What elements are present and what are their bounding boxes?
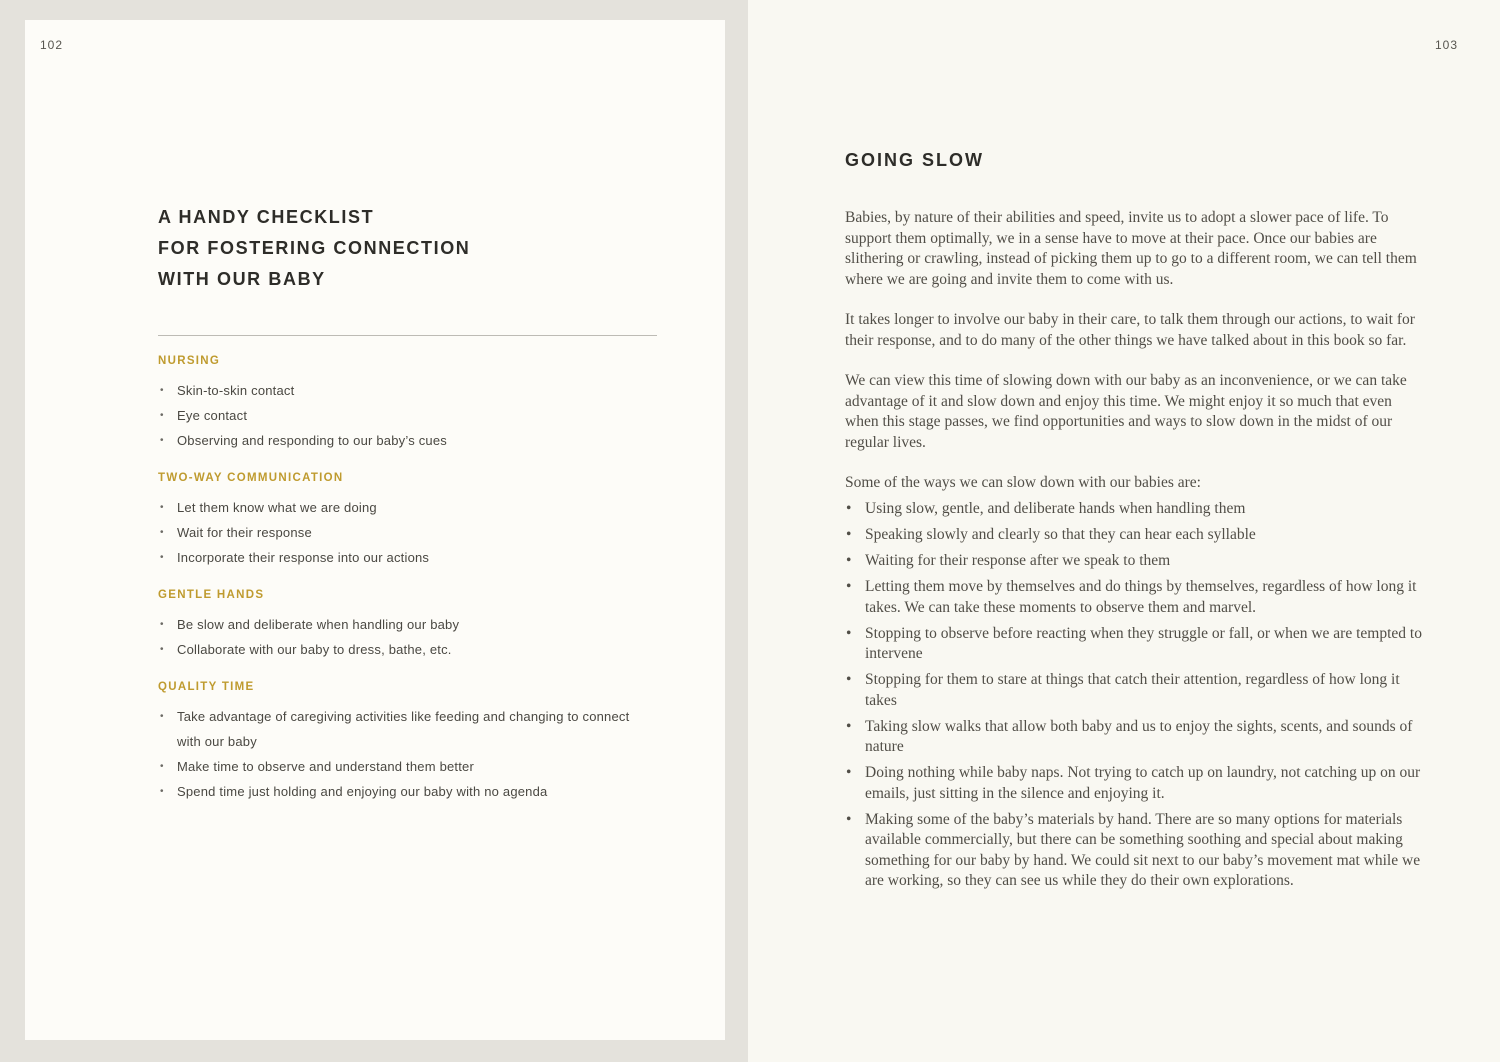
page-number-left: 102 xyxy=(40,38,64,52)
checklist-items xyxy=(158,495,657,570)
checklist-item: • Make time to observe and understand them better xyxy=(158,754,657,779)
checklist-item: • Observing and responding to our baby’s cues xyxy=(158,428,657,453)
list-item: • Stopping for them to stare at things that catch their attention, regardless of how long it takes xyxy=(845,670,1423,711)
list-item: • Using slow, gentle, and deliberate hands when handling them xyxy=(845,499,1423,520)
list-item: • Doing nothing while baby naps. Not trying to catch up on laundry, not catching up on our emails, just sitting in the silence and enjoying it. xyxy=(845,763,1423,804)
left-page xyxy=(25,20,725,1040)
checklist-title-line-1: A HANDY CHECKLIST xyxy=(158,207,375,227)
going-slow-section xyxy=(845,0,1423,892)
checklist-sections xyxy=(158,353,657,804)
list-item: • Making some of the baby’s materials by hand. There are so many options for materials available commercially, but there can be something soothing and special about making something for our baby by hand. We could sit next to our baby’s movement mat while we are working, so they can see us while they do their own explorations. xyxy=(845,810,1423,892)
section-heading: GOING SLOW xyxy=(845,150,984,170)
checklist-item: • Wait for their response xyxy=(158,520,657,545)
checklist-section-heading: TWO-WAY COMMUNICATION xyxy=(158,472,344,484)
body-paragraph: It takes longer to involve our baby in their care, to talk them through our actions, to wait for their response, and to do many of the other things we have talked about in this book so far. xyxy=(845,311,1415,349)
checklist-items xyxy=(158,612,657,662)
checklist-section xyxy=(158,587,657,662)
checklist-item: • Let them know what we are doing xyxy=(158,495,657,520)
checklist-section-heading: QUALITY TIME xyxy=(158,681,255,693)
checklist-items xyxy=(158,378,657,453)
checklist-title xyxy=(158,202,657,295)
body-paragraph: We can view this time of slowing down with our baby as an inconvenience, or we can take advantage of it and slow down and enjoy this time. We might enjoy it so much that even when this stage passes, we find opportunities and ways to slow down in the midst of our regular lives. xyxy=(845,372,1407,451)
body-paragraphs xyxy=(845,208,1423,453)
slow-down-list xyxy=(845,499,1423,892)
list-item: • Waiting for their response after we speak to them xyxy=(845,551,1423,572)
list-item: • Speaking slowly and clearly so that they can hear each syllable xyxy=(845,525,1423,546)
checklist-item: • Collaborate with our baby to dress, bathe, etc. xyxy=(158,637,657,662)
list-item: • Letting them move by themselves and do things by themselves, regardless of how long it takes. We can take these moments to observe them and marvel. xyxy=(845,577,1423,618)
divider-rule xyxy=(158,335,657,336)
checklist-section xyxy=(158,679,657,804)
checklist-section-heading: GENTLE HANDS xyxy=(158,589,265,601)
checklist-title-line-2: FOR FOSTERING CONNECTION xyxy=(158,238,471,258)
checklist-section-heading: NURSING xyxy=(158,355,221,367)
checklist-item: • Skin-to-skin contact xyxy=(158,378,657,403)
list-item: • Stopping to observe before reacting when they struggle or fall, or when we are tempted to intervene xyxy=(845,624,1423,665)
checklist-title-line-3: WITH OUR BABY xyxy=(158,269,326,289)
body-paragraph: Babies, by nature of their abilities and speed, invite us to adopt a slower pace of life. To support them optimally, we in a sense have to move at their pace. Once our babies are slithering or crawling, instead of picking them up to go to a different room, we can tell them where we are going and invite them to come with us. xyxy=(845,209,1417,288)
checklist-item: • Incorporate their response into our actions xyxy=(158,545,657,570)
checklist-section xyxy=(158,470,657,570)
checklist-section xyxy=(158,353,657,453)
right-page xyxy=(748,0,1500,1062)
checklist-items xyxy=(158,704,657,804)
checklist-item: • Take advantage of caregiving activities like feeding and changing to connect with our baby xyxy=(158,704,657,754)
page-number-right: 103 xyxy=(1434,38,1458,52)
list-item: • Taking slow walks that allow both baby and us to enjoy the sights, scents, and sounds of nature xyxy=(845,717,1423,758)
checklist-item: • Eye contact xyxy=(158,403,657,428)
checklist xyxy=(158,20,657,804)
checklist-item: • Spend time just holding and enjoying our baby with no agenda xyxy=(158,779,657,804)
checklist-item: • Be slow and deliberate when handling our baby xyxy=(158,612,657,637)
list-intro: Some of the ways we can slow down with our babies are: xyxy=(845,474,1201,491)
